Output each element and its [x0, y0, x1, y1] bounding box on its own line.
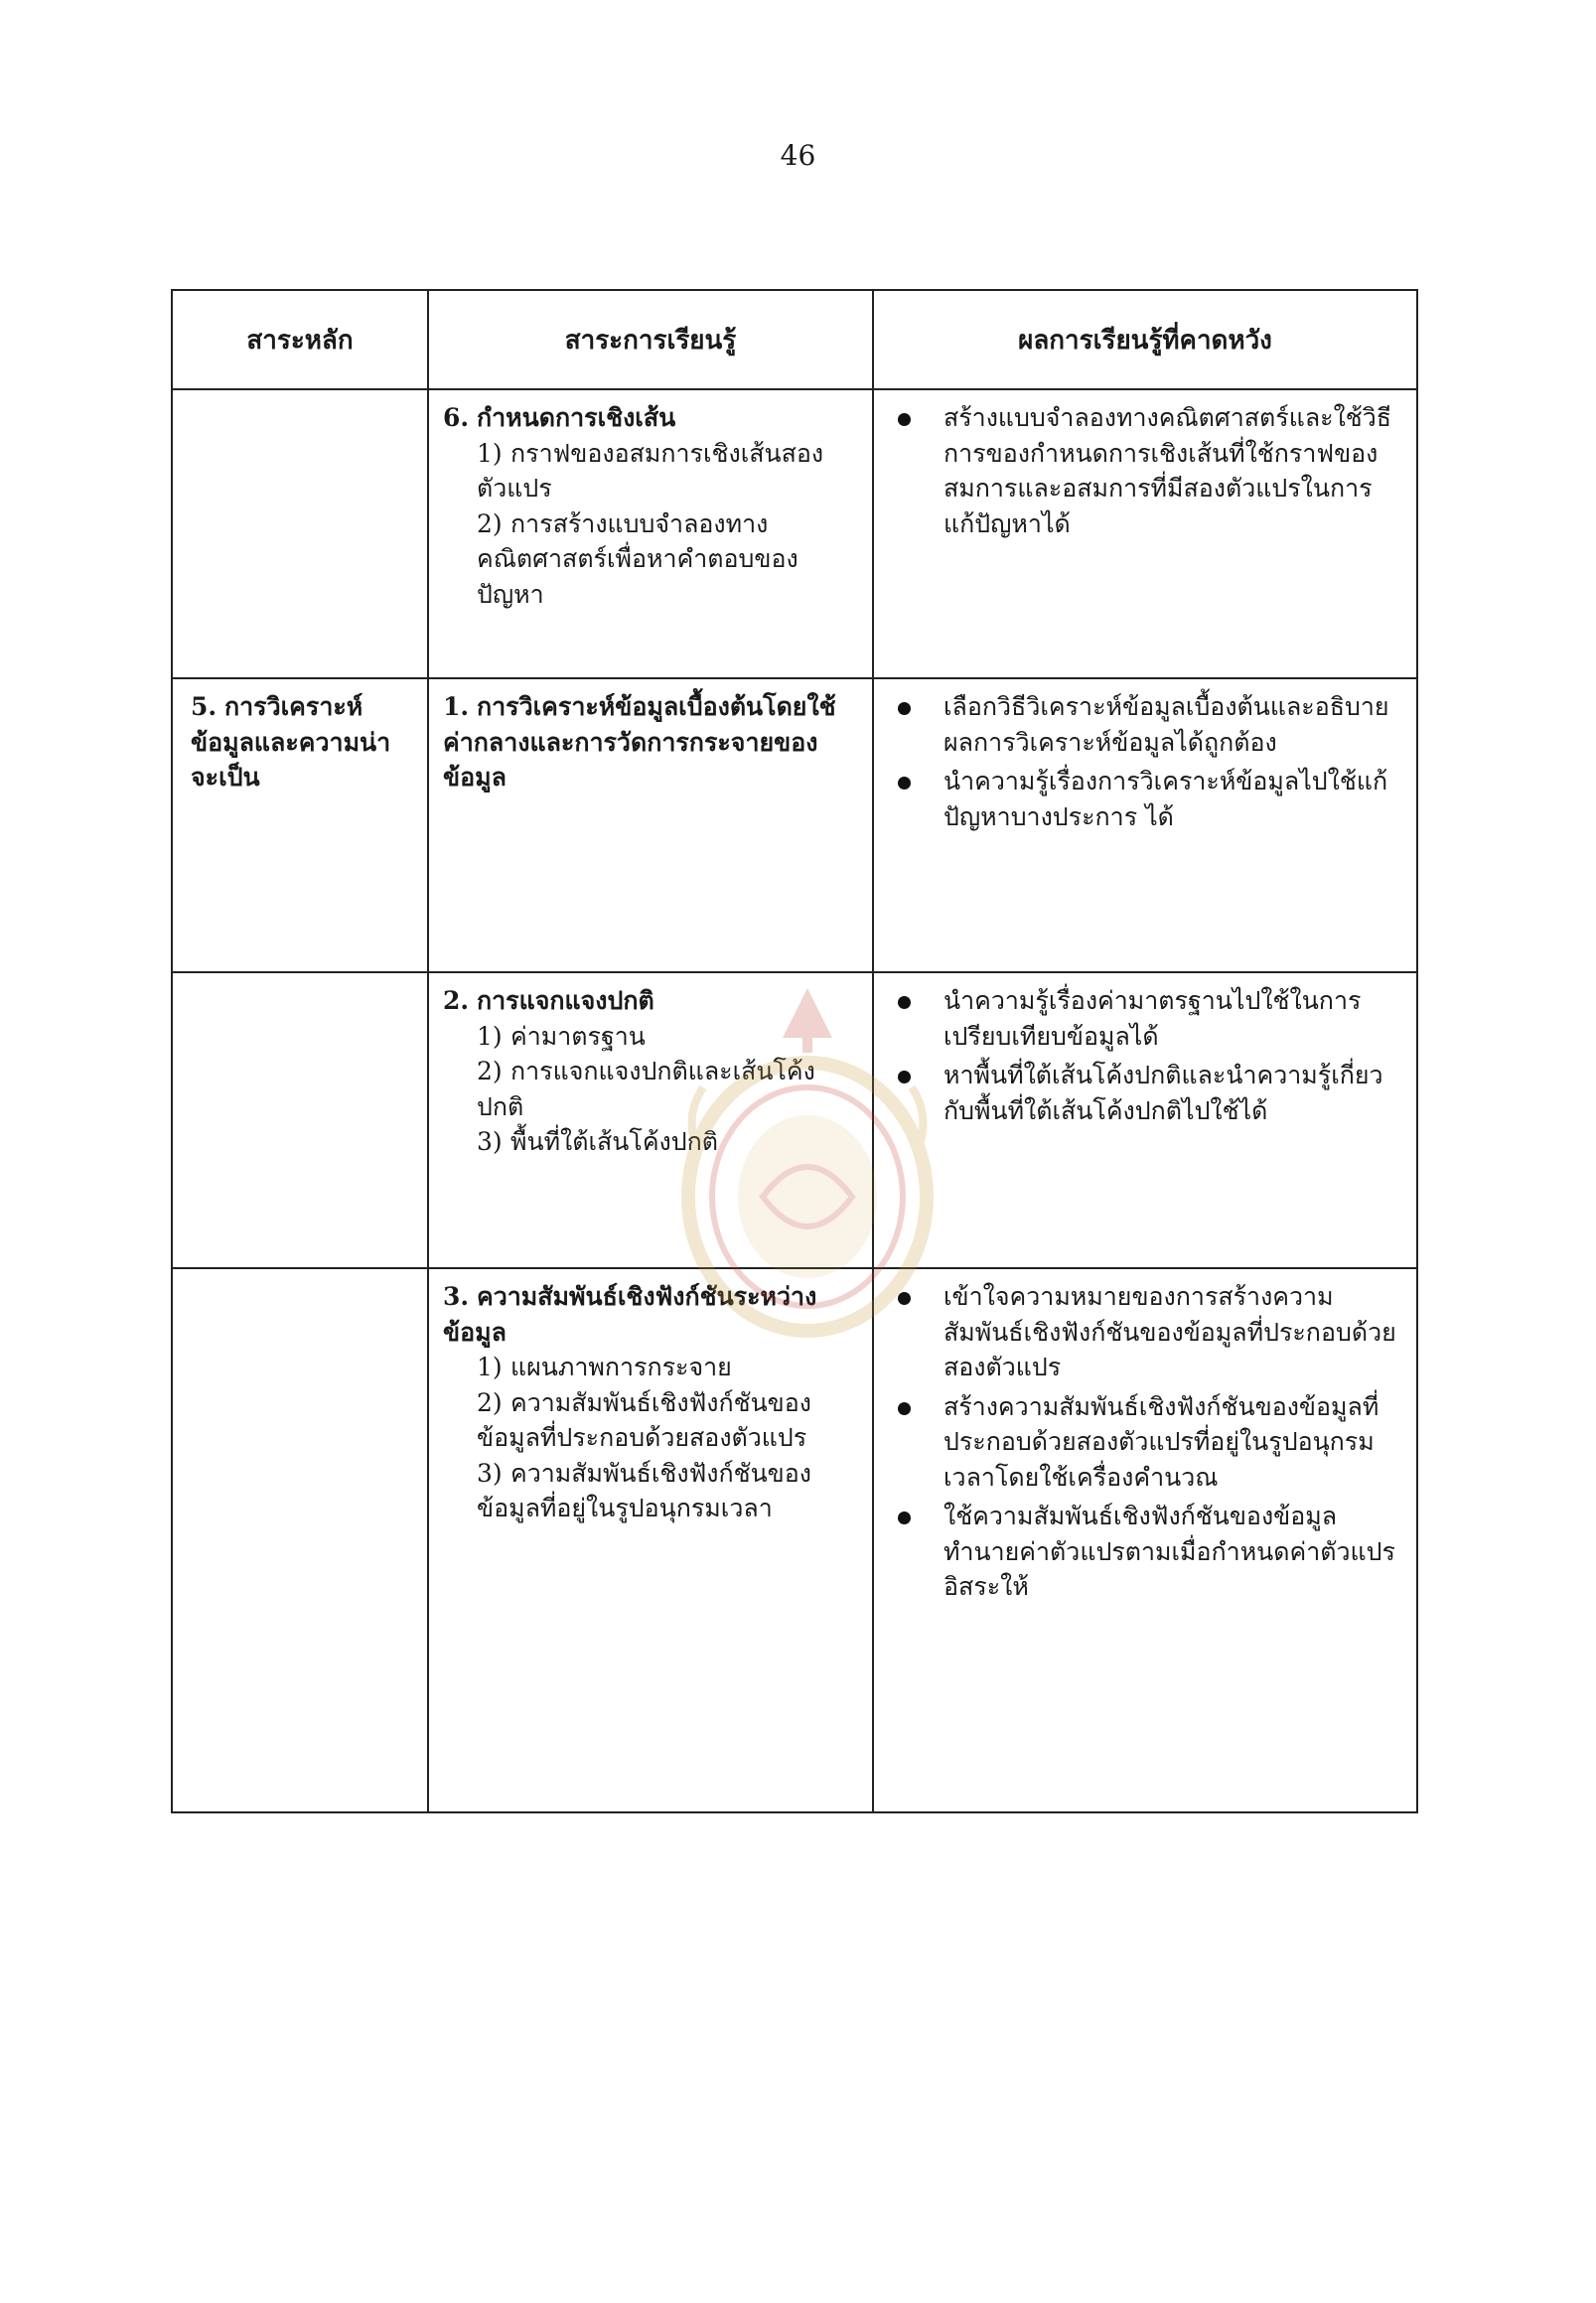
topic-title: การวิเคราะห์ข้อมูลเบื้องต้นโดยใช้ค่ากลางและการวัดการกระจายของข้อมูล	[443, 692, 836, 792]
outcome-text: เลือกวิธีวิเคราะห์ข้อมูลเบื้องต้นและอธิบายผลการวิเคราะห์ข้อมูลได้ถูกต้อง	[943, 692, 1389, 757]
outcome-list	[888, 1279, 1402, 1605]
outcomes-cell	[873, 972, 1417, 1268]
subtopic	[443, 1019, 858, 1055]
strand-cell	[172, 389, 428, 678]
topic-number: 3.	[443, 1282, 470, 1311]
outcome-text: นำความรู้เรื่องค่ามาตรฐานไปใช้ในการเปรียบเทียบข้อมูลได้	[943, 986, 1362, 1051]
subtopic-number: 2)	[477, 508, 503, 538]
topic-title: การแจกแจงปกติ	[477, 986, 654, 1015]
topic-number: 6.	[443, 403, 470, 432]
subtopic-number: 3)	[477, 1458, 503, 1488]
table-row	[172, 972, 1417, 1268]
header-strand: สาระหลัก	[172, 290, 428, 389]
outcome-item	[888, 1279, 1402, 1385]
outcome-text: สร้างแบบจำลองทางคณิตศาสตร์และใช้วิธีการของกำหนดการเชิงเส้นที่ใช้กราฟของสมการและอสมการที่มีสองตัวแปรในการแก้ปัญหาได้	[943, 403, 1392, 538]
subtopic-number: 1)	[477, 1021, 503, 1051]
outcomes-cell	[873, 389, 1417, 678]
topic	[443, 1279, 858, 1350]
outcome-list	[888, 400, 1402, 541]
topic	[443, 689, 858, 795]
topic-cell	[428, 389, 873, 678]
strand-cell	[172, 972, 428, 1268]
outcome-list	[888, 983, 1402, 1128]
table-row	[172, 678, 1417, 972]
subtopic-number: 1)	[477, 438, 503, 468]
topic	[443, 983, 858, 1019]
subtopic	[443, 1124, 858, 1160]
subtopic-text: ความสัมพันธ์เชิงฟังก์ชันของข้อมูลที่ประกอบด้วยสองตัวแปร	[477, 1387, 811, 1452]
subtopic-text: ค่ามาตรฐาน	[510, 1021, 646, 1051]
curriculum-table	[171, 289, 1418, 1813]
subtopic-text: การแจกแจงปกติและเส้นโค้งปกติ	[477, 1057, 815, 1121]
bullet-icon	[898, 777, 911, 790]
bullet-icon	[898, 413, 911, 426]
topic-cell	[428, 678, 873, 972]
bullet-icon	[898, 996, 911, 1009]
bullet-icon	[898, 702, 911, 715]
outcome-item	[888, 764, 1402, 834]
bullet-icon	[898, 1402, 911, 1415]
topic-number: 2.	[443, 986, 470, 1015]
subtopic	[443, 1350, 858, 1385]
subtopic-text: พื้นที่ใต้เส้นโค้งปกติ	[510, 1127, 718, 1156]
outcome-list	[888, 689, 1402, 834]
table-row	[172, 389, 1417, 678]
subtopic-text: กราฟของอสมการเชิงเส้นสองตัวแปร	[477, 438, 824, 503]
topic-number: 1.	[443, 692, 470, 721]
outcome-item	[888, 1499, 1402, 1605]
topic-title: ความสัมพันธ์เชิงฟังก์ชันระหว่างข้อมูล	[443, 1282, 817, 1347]
outcome-item	[888, 1389, 1402, 1496]
subtopic-number: 2)	[477, 1057, 503, 1085]
subtopic	[443, 1054, 858, 1124]
subtopic	[443, 436, 858, 506]
outcome-item	[888, 1058, 1402, 1128]
outcomes-cell	[873, 1268, 1417, 1812]
topic-cell	[428, 972, 873, 1268]
header-expected-outcomes: ผลการเรียนรู้ที่คาดหวัง	[873, 290, 1417, 389]
bullet-icon	[898, 1071, 911, 1083]
subtopic-number: 1)	[477, 1353, 503, 1381]
subtopic-text: ความสัมพันธ์เชิงฟังก์ชันของข้อมูลที่อยู่ในรูปอนุกรมเวลา	[477, 1458, 811, 1522]
strand	[187, 689, 413, 795]
strand-cell	[172, 1268, 428, 1812]
subtopic	[443, 506, 858, 613]
outcome-item	[888, 983, 1402, 1054]
subtopic-text: แผนภาพการกระจาย	[510, 1353, 732, 1381]
topic-title: กำหนดการเชิงเส้น	[477, 403, 676, 432]
table-row	[172, 1268, 1417, 1812]
outcome-item	[888, 689, 1402, 760]
header-learning-content: สาระการเรียนรู้	[428, 290, 873, 389]
strand-cell	[172, 678, 428, 972]
outcome-item	[888, 400, 1402, 541]
outcomes-cell	[873, 678, 1417, 972]
subtopic-text: การสร้างแบบจำลองทางคณิตศาสตร์เพื่อหาคำตอบของปัญหา	[477, 508, 798, 609]
outcome-text: ใช้ความสัมพันธ์เชิงฟังก์ชันของข้อมูลทำนายค่าตัวแปรตามเมื่อกำหนดค่าตัวแปรอิสระให้	[943, 1502, 1395, 1601]
subtopic-number: 2)	[477, 1387, 503, 1417]
outcome-text: นำความรู้เรื่องการวิเคราะห์ข้อมูลไปใช้แก้ปัญหาบางประการ ได้	[943, 767, 1388, 831]
bullet-icon	[898, 1511, 911, 1524]
bullet-icon	[898, 1292, 911, 1305]
outcome-text: สร้างความสัมพันธ์เชิงฟังก์ชันของข้อมูลที่ประกอบด้วยสองตัวแปรที่อยู่ในรูปอนุกรมเวลาโดยใช้เครื่องคำนวณ	[943, 1391, 1379, 1492]
topic	[443, 400, 858, 436]
subtopic	[443, 1456, 858, 1526]
outcome-text: หาพื้นที่ใต้เส้นโค้งปกติและนำความรู้เกี่ยวกับพื้นที่ใต้เส้นโค้งปกติไปใช้ได้	[943, 1061, 1383, 1125]
outcome-text: เข้าใจความหมายของการสร้างความสัมพันธ์เชิงฟังก์ชันของข้อมูลที่ประกอบด้วยสองตัวแปร	[943, 1282, 1396, 1381]
strand-number: 5.	[191, 692, 218, 721]
topic-cell	[428, 1268, 873, 1812]
strand-title: การวิเคราะห์ข้อมูลและความน่าจะเป็น	[191, 692, 391, 792]
page-number: 46	[780, 139, 816, 172]
subtopic-number: 3)	[477, 1127, 503, 1156]
subtopic	[443, 1385, 858, 1456]
table-header-row	[172, 290, 1417, 389]
